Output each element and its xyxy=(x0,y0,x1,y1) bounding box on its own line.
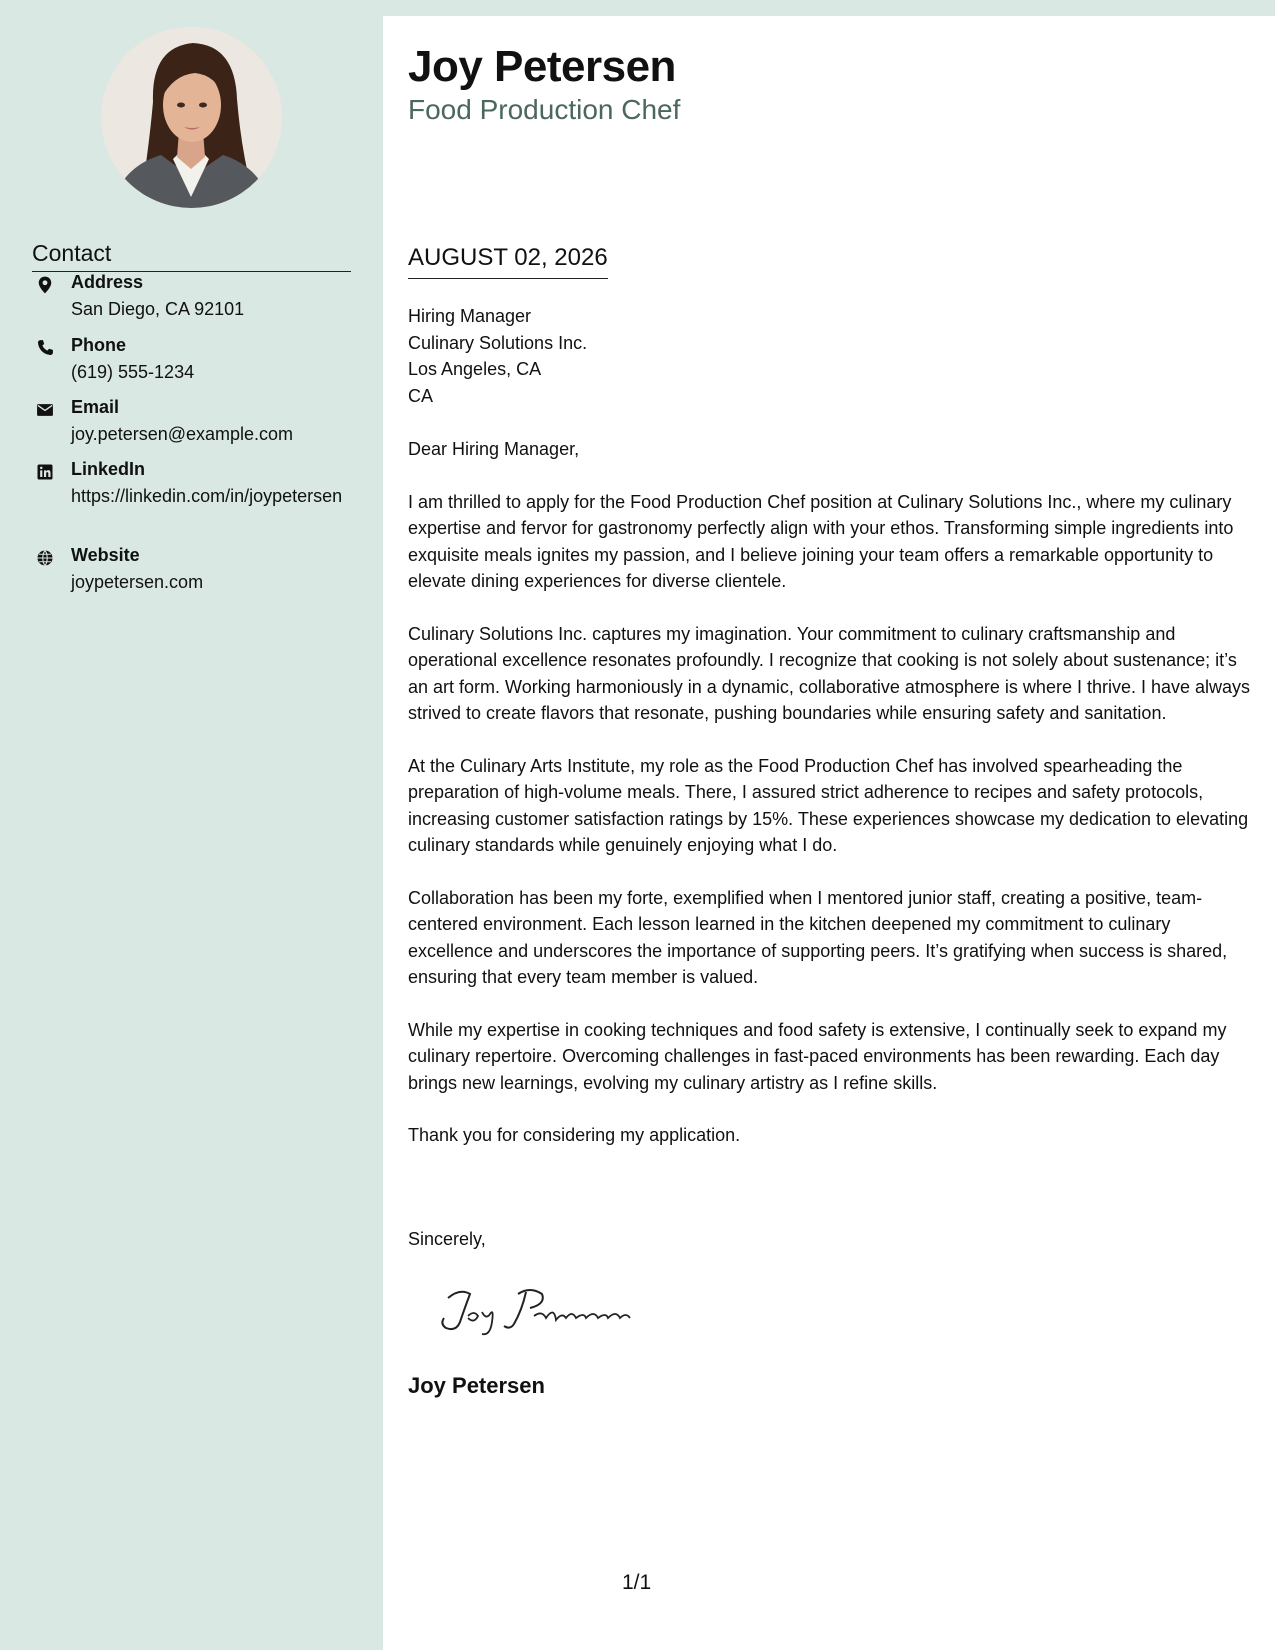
recipient-line: Hiring Manager xyxy=(408,306,532,326)
paragraph: Thank you for considering my application. xyxy=(408,1125,741,1146)
envelope-icon xyxy=(35,400,55,420)
paragraph: Collaboration has been my forte, exemplified when I mentored junior staff, creating a positive, team-centered environment. Each lesson learned in the kitchen deepened my commitment to culinary excellence and underscores the importance of supporting peers. It’s gratifying when success is shared, ensuring that every team member is valued. xyxy=(408,887,1228,988)
linkedin-value[interactable]: https://linkedin.com/in/joypetersen xyxy=(71,486,343,506)
letter-date: AUGUST 02, 2026 xyxy=(408,244,608,279)
paragraph: Culinary Solutions Inc. captures my imagination. Your commitment to culinary craftsmanship and operational excellence resonates profoundly. I recognize that cooking is not solely about sustenance; it’s an art form. Working harmoniously in a dynamic, collaborative atmosphere is where I thrive. I have always strived to create flavors that resonate, pushing boundaries while ensuring safety and sanitation. xyxy=(408,623,1251,724)
recipient-block xyxy=(408,303,587,409)
recipient-line: Los Angeles, CA xyxy=(408,359,542,379)
linkedin-label: LinkedIn xyxy=(71,459,146,479)
recipient-line: CA xyxy=(408,385,434,406)
paragraph: I am thrilled to apply for the Food Production Chef position at Culinary Solutions Inc., where my culinary expertise and fervor for gastronomy perfectly align with your ethos. Transforming simple ingredients into exquisite meals ignites my passion, and I believe joining your team offers a remarkable opportunity to elevate dining experiences for diverse clientele. xyxy=(408,491,1234,592)
globe-icon xyxy=(35,548,55,568)
page-number: 1/1 xyxy=(622,1571,652,1594)
paragraph: While my expertise in cooking techniques and food safety is extensive, I continually seek to expand my culinary repertoire. Overcoming challenges in fast-paced environments has been rewarding. Each day brings new learnings, evolving my culinary artistry as I refine skills. xyxy=(408,1019,1227,1093)
paragraph: At the Culinary Arts Institute, my role as the Food Production Chef has involved spearheading the preparation of high-volume meals. There, I assured strict adherence to recipes and safety protocols, increasing customer satisfaction ratings by 15%. These experiences showcase my dedication to elevating culinary standards while genuinely enjoying what I do. xyxy=(408,755,1249,856)
address-label: Address xyxy=(71,272,144,292)
address-value: San Diego, CA 92101 xyxy=(71,299,245,319)
applicant-name: Joy Petersen xyxy=(408,42,676,91)
phone-label: Phone xyxy=(71,335,127,355)
email-value: joy.petersen@example.com xyxy=(71,424,294,444)
map-pin-icon xyxy=(35,275,55,295)
avatar-photo xyxy=(101,27,282,208)
linkedin-icon xyxy=(35,462,55,482)
website-value[interactable]: joypetersen.com xyxy=(71,572,204,592)
salutation: Dear Hiring Manager, xyxy=(408,439,580,459)
email-label: Email xyxy=(71,397,120,417)
contact-heading: Contact xyxy=(32,240,351,272)
letter-text xyxy=(408,436,1253,1175)
signature-image xyxy=(430,1280,660,1340)
signer-name: Joy Petersen xyxy=(408,1373,545,1398)
phone-value: (619) 555-1234 xyxy=(71,362,195,382)
phone-icon xyxy=(35,338,55,358)
sidebar xyxy=(0,0,383,1650)
closing: Sincerely, xyxy=(408,1229,486,1249)
website-label: Website xyxy=(71,545,140,565)
recipient-line: Culinary Solutions Inc. xyxy=(408,332,588,353)
avatar xyxy=(101,27,282,208)
applicant-role: Food Production Chef xyxy=(408,94,681,125)
